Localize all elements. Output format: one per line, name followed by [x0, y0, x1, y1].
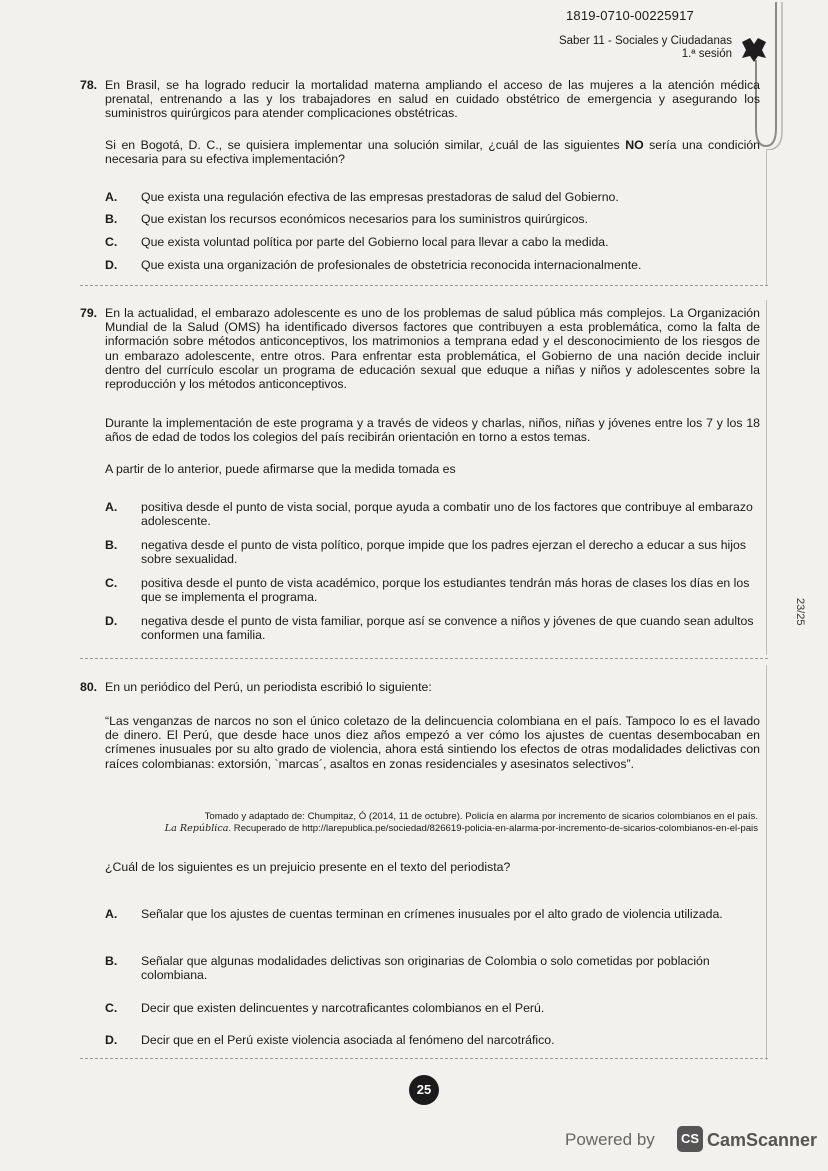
question-79-context	[80, 416, 760, 444]
option-b[interactable]	[105, 538, 760, 566]
camscanner-brand: CamScanner	[707, 1130, 818, 1150]
option-text: Señalar que algunas modalidades delictivas son originarias de Colombia o solo cometidas por población colombiana.	[141, 954, 710, 983]
question-79-prompt	[80, 462, 760, 476]
option-letter: C.	[105, 235, 118, 249]
question-prompt	[105, 138, 760, 166]
source-publication: La República	[164, 823, 229, 834]
option-text: positiva desde el punto de vista académico, porque los estudiantes tendrán más horas de clases los días en los que se implementa el programa.	[141, 576, 750, 605]
option-b[interactable]	[105, 212, 760, 226]
option-text: positiva desde el punto de vista social, porque ayuda a combatir uno de los factores que contribuye al embarazo adolescente.	[141, 500, 753, 529]
newspaper-quote: “Las venganzas de narcos no son el único coletazo de la delincuencia colombiana en el país. Tampoco lo es el lavado de dinero. El Perú, que desde hace unos diez años empezó a ver cómo los ajustes de cuentas desembocaban en crímenes inusuales por su alto grado de violencia, ahora está sintiendo los efectos de otras modalidades delictivas con raíces colombianas: extorsión, `marcas´, asaltos en zonas residenciales y asesinatos selectivos”.	[105, 714, 760, 771]
option-text: Señalar que los ajustes de cuentas terminan en crímenes inusuales por el alto grado de violencia utilizada.	[141, 907, 723, 921]
powered-by-text: Powered by	[565, 1130, 655, 1149]
divider	[80, 285, 768, 286]
exam-header	[550, 35, 732, 61]
option-letter: A.	[105, 500, 118, 514]
camscanner-icon: CS	[677, 1126, 703, 1152]
option-text: Decir que en el Perú existe violencia asociada al fenómeno del narcotráfico.	[141, 1033, 555, 1047]
prompt-text: Si en Bogotá, D. C., se quisiera implementar una solución similar, ¿cuál de las siguientes	[105, 138, 626, 152]
option-a[interactable]	[105, 907, 760, 921]
option-letter: B.	[105, 538, 118, 552]
option-text: Que existan los recursos económicos necesarios para los suministros quirúrgicos.	[141, 212, 588, 226]
question-80-quote	[80, 714, 760, 771]
option-c[interactable]	[105, 1001, 760, 1015]
question-80	[80, 680, 760, 694]
option-a[interactable]	[105, 500, 760, 528]
question-prompt: A partir de lo anterior, puede afirmarse que la medida tomada es	[105, 462, 456, 476]
question-number: 79.	[80, 306, 98, 320]
side-page-counter: 23/25	[794, 598, 806, 626]
question-number: 80.	[80, 680, 98, 694]
option-letter: C.	[105, 1001, 118, 1015]
question-stem: En la actualidad, el embarazo adolescente es uno de los problemas de salud pública más complejos. La Organización Mundial de la Salud (OMS) ha identificado diversos factores que contribuyen a esta problemática, como la falta de información sobre métodos anticonceptivos, los matrimonios a temprana edad y el desconocimiento de los riesgos de un embarazo adolescente, entre otros. Para enfrentar esta problemática, el Gobierno de una nación decide incluir dentro del currículo escolar un programa de educación sexual que eduque a niñas y niños y adolescentes sobre la reproducción y los métodos anticonceptivos.	[105, 306, 760, 392]
option-c[interactable]	[105, 235, 760, 249]
option-d[interactable]	[105, 614, 760, 642]
prompt-emphasis: NO	[625, 138, 644, 152]
question-paragraph: Durante la implementación de este programa y a través de videos y charlas, niños, niñas y jóvenes entre los 7 y los 18 años de edad de todos los colegios del país recibirán orientación en torno a estos temas.	[105, 416, 760, 445]
option-c[interactable]	[105, 576, 760, 604]
question-80-prompt	[80, 860, 760, 874]
question-stem: En Brasil, se ha logrado reducir la mortalidad materna ampliando el acceso de las mujeres a la atención médica prenatal, entrenando a las y los trabajadores en salud en cuidado obstétrico de emergencia y asegurando los suministros quirúrgicos para atender complicaciones obstétricas.	[105, 78, 760, 121]
question-78-prompt	[80, 138, 760, 166]
session-label: 1.ª sesión	[681, 48, 732, 60]
question-number: 78.	[80, 78, 98, 92]
question-prompt: ¿Cuál de los siguientes es un prejuicio presente en el texto del periodista?	[105, 860, 511, 874]
source-citation	[118, 811, 758, 835]
option-text: Que exista una organización de profesionales de obstetricia reconocida internacionalmente.	[141, 258, 642, 272]
question-intro: En un periódico del Perú, un periodista escribió lo siguiente:	[105, 680, 432, 694]
option-letter: B.	[105, 212, 118, 226]
option-letter: B.	[105, 954, 118, 968]
question-79	[80, 306, 760, 391]
option-letter: A.	[105, 907, 118, 921]
option-text: Que exista voluntad política por parte del Gobierno local para llevar a cabo la medida.	[141, 235, 609, 249]
exam-title: Saber 11 - Sociales y Ciudadanas	[558, 35, 732, 47]
option-letter: D.	[105, 614, 118, 628]
divider	[80, 658, 768, 659]
option-text: Decir que existen delincuentes y narcotraficantes colombianos en el Perú.	[141, 1001, 545, 1015]
option-d[interactable]	[105, 258, 760, 272]
option-letter: D.	[105, 1033, 118, 1047]
paper-clip-icon	[752, 0, 786, 150]
margin-line	[766, 300, 767, 655]
source-line-2	[118, 823, 758, 835]
option-d[interactable]	[105, 1033, 760, 1047]
margin-line	[766, 150, 767, 285]
margin-line	[766, 665, 767, 1060]
source-url: . Recuperado de http://larepublica.pe/sociedad/826619-policia-en-alarma-por-incremento-de-sicarios-colombianos-en-el-pais	[228, 823, 758, 834]
source-line-1: Tomado y adaptado de: Chumpitaz, Ó (2014, 11 de octubre). Policía en alarma por incremento de sicarios colombianos en el país.	[204, 811, 758, 822]
option-b[interactable]	[105, 954, 760, 982]
question-78	[80, 78, 760, 121]
option-text: Que exista una regulación efectiva de las empresas prestadoras de salud del Gobierno.	[141, 190, 619, 204]
divider	[80, 1058, 768, 1059]
option-letter: C.	[105, 576, 118, 590]
option-a[interactable]	[105, 190, 760, 204]
option-text: negativa desde el punto de vista familiar, porque así se convence a niños y jóvenes de que cuando sean adultos conformen una familia.	[141, 614, 754, 643]
option-letter: A.	[105, 190, 118, 204]
prompt-text: sería una condición necesaria para su efectiva implementación?	[105, 138, 760, 167]
booklet-code: 1819-0710-00225917	[566, 8, 694, 23]
option-letter: D.	[105, 258, 118, 272]
option-text: negativa desde el punto de vista político, porque impide que los padres ejerzan el derecho a educar a sus hijos sobre sexualidad.	[141, 538, 746, 567]
page-number: 25	[409, 1075, 439, 1105]
